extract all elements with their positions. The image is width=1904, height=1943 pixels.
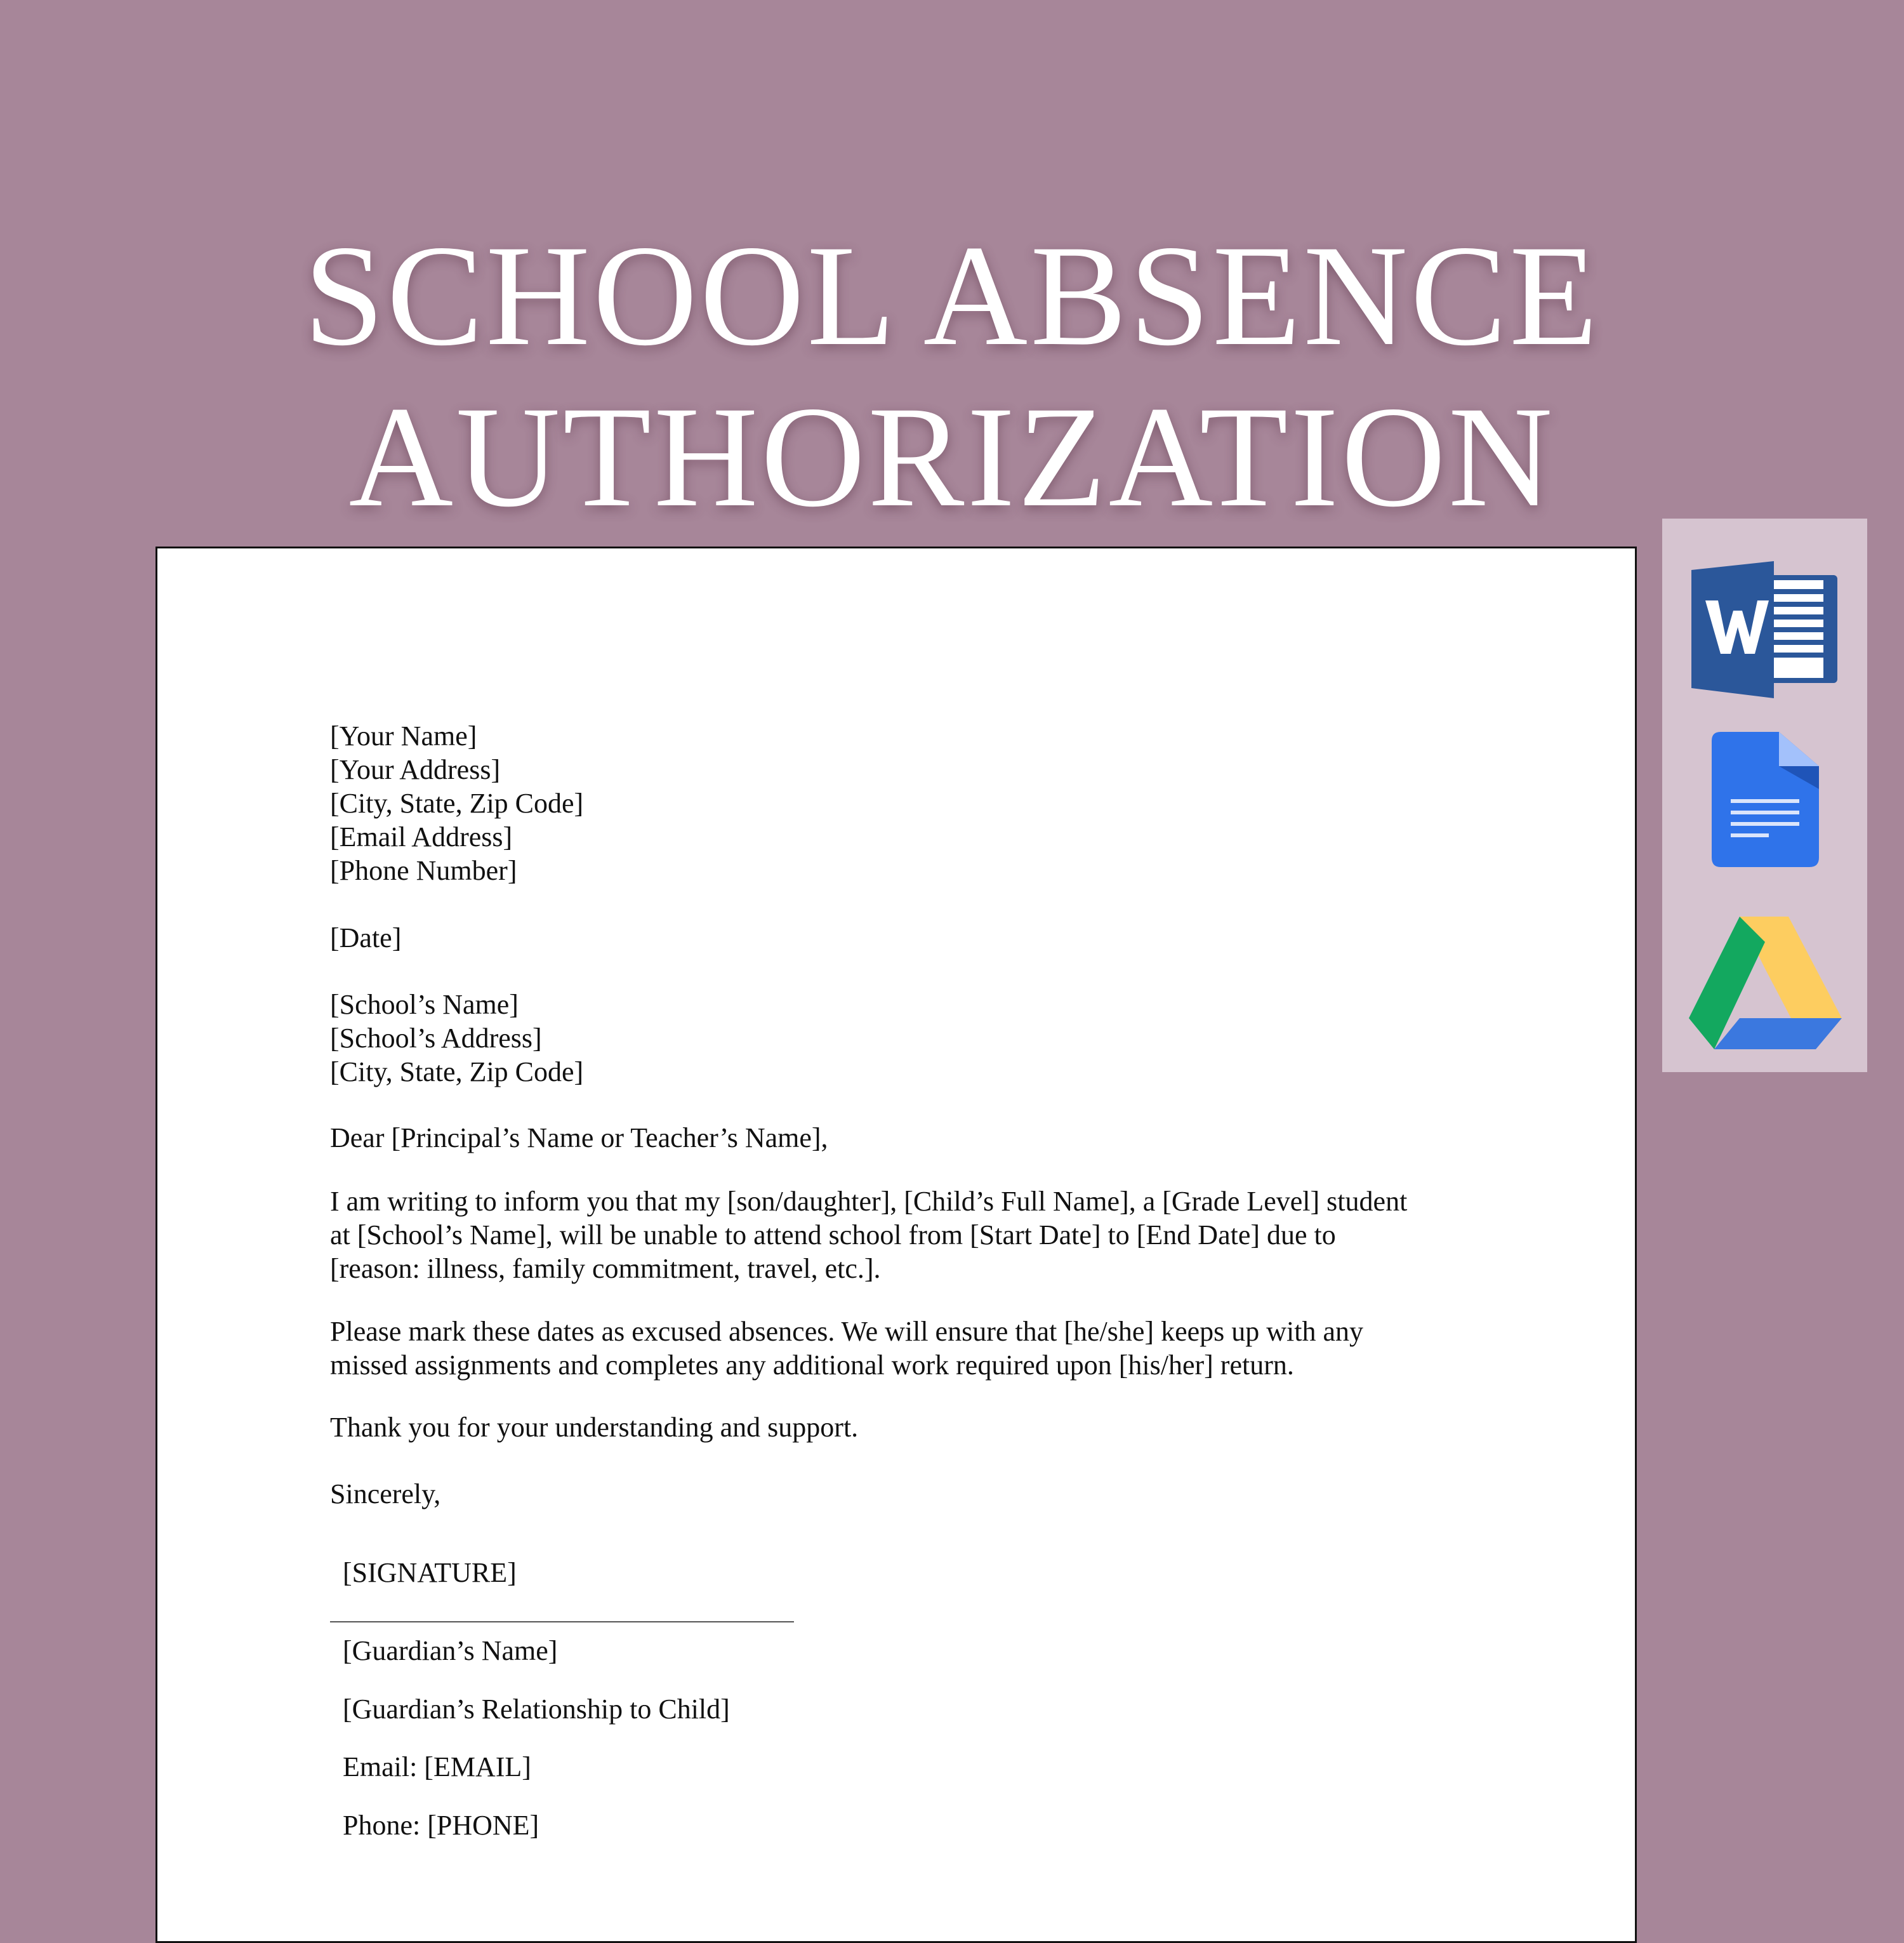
signature-placeholder: [SIGNATURE] bbox=[343, 1557, 517, 1588]
paragraph-2-line: missed assignments and completes any additional work required upon [his/her] return. bbox=[330, 1349, 1294, 1381]
title-line-1: SCHOOL ABSENCE bbox=[303, 216, 1601, 376]
closing: Sincerely, bbox=[330, 1478, 441, 1509]
google-drive-icon bbox=[1689, 917, 1842, 1049]
paragraph-2-line: Please mark these dates as excused absences. We will ensure that [he/she] keeps up with any bbox=[330, 1316, 1363, 1347]
thanks: Thank you for your understanding and support. bbox=[330, 1412, 859, 1443]
school-address: [School’s Address] bbox=[330, 1023, 542, 1054]
sender-block bbox=[330, 719, 583, 887]
guardian-name: [Guardian’s Name] bbox=[343, 1635, 558, 1666]
paragraph-1-line: [reason: illness, family commitment, travel, etc.]. bbox=[330, 1253, 881, 1284]
letter-date: [Date] bbox=[330, 922, 402, 953]
guardian-phone: Phone: [PHONE] bbox=[343, 1810, 539, 1841]
title-line-2: AUTHORIZATION bbox=[348, 377, 1556, 537]
paragraph-1-line: I am writing to inform you that my [son/daughter], [Child’s Full Name], a [Grade Level] student bbox=[330, 1186, 1408, 1217]
school-city: [City, State, Zip Code] bbox=[330, 1056, 584, 1087]
guardian-relationship: [Guardian’s Relationship to Child] bbox=[343, 1694, 730, 1725]
paragraph-2 bbox=[330, 1315, 1363, 1382]
paragraph-1 bbox=[330, 1184, 1407, 1285]
google-docs-icon bbox=[1712, 732, 1819, 867]
school-name: [School’s Name] bbox=[330, 989, 519, 1020]
sender-address: [Your Address] bbox=[330, 754, 501, 785]
signature-line bbox=[330, 1621, 794, 1622]
sender-phone: [Phone Number] bbox=[330, 855, 517, 886]
guardian-email: Email: [EMAIL] bbox=[343, 1751, 531, 1782]
recipient-block bbox=[330, 988, 583, 1089]
microsoft-word-icon bbox=[1691, 561, 1837, 698]
sender-city: [City, State, Zip Code] bbox=[330, 788, 584, 819]
sender-name: [Your Name] bbox=[330, 720, 477, 752]
sender-email: [Email Address] bbox=[330, 821, 513, 852]
salutation: Dear [Principal’s Name or Teacher’s Name], bbox=[330, 1122, 828, 1153]
paragraph-1-line: at [School’s Name], will be unable to attend school from [Start Date] to [End Date] due to bbox=[330, 1219, 1336, 1250]
